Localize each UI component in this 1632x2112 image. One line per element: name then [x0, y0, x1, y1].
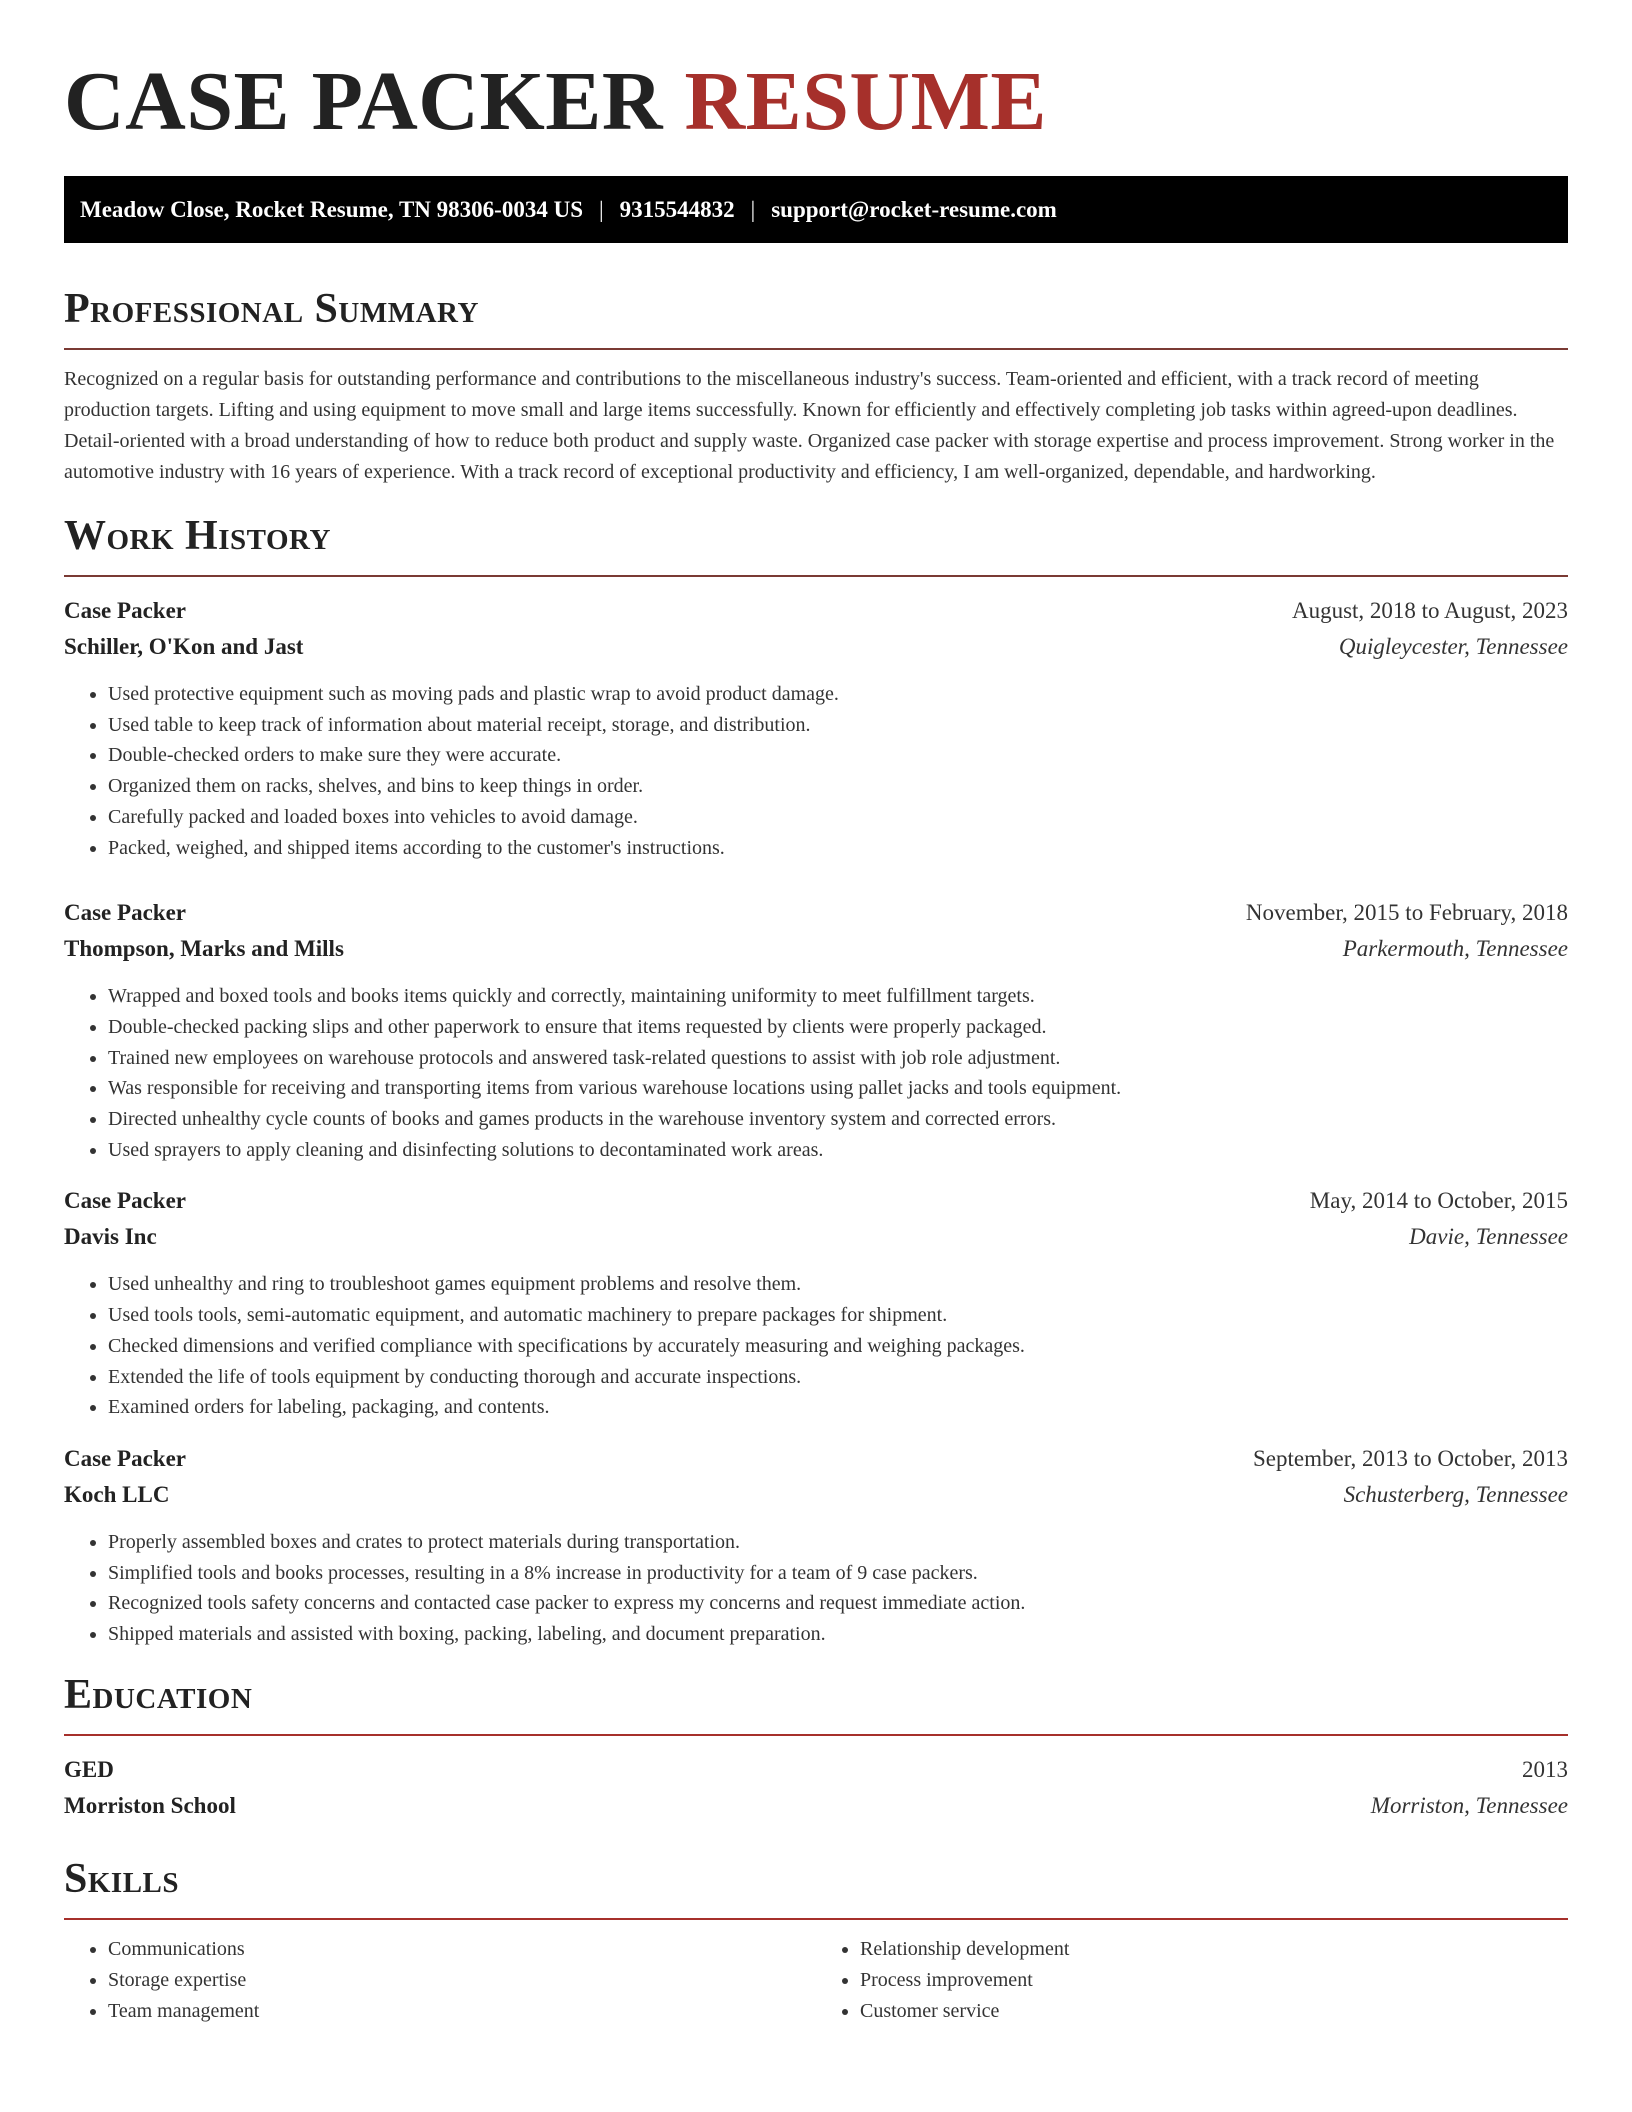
list-item: • Wrapped and boxed tools and books items quickly and correctly, maintaining uniformity to meet fulfillment targets.	[108, 981, 1568, 1012]
job-title: Case Packer	[64, 1188, 186, 1214]
job-title: Case Packer	[64, 598, 186, 623]
work-heading: Work History	[64, 513, 331, 559]
list-item: • Used table to keep track of information about material receipt, storage, and distribution.	[108, 710, 1568, 741]
job-company: Thompson, Marks and Mills	[64, 936, 344, 962]
title-main: CASE PACKER	[64, 55, 663, 148]
education-school: Morriston School	[64, 1792, 236, 1818]
list-item: • Packed, weighed, and shipped items according to the customer's instructions.	[108, 833, 1568, 864]
job-bullets	[64, 679, 1568, 863]
list-item: • Carefully packed and loaded boxes into vehicles to avoid damage.	[108, 802, 1568, 833]
list-item: • Double-checked orders to make sure they were accurate.	[108, 740, 1568, 771]
skills-heading: Skills	[64, 1855, 180, 1902]
list-item: • Recognized tools safety concerns and contacted case packer to express my concerns and request immediate action.	[108, 1588, 1568, 1619]
job-dates: November, 2015 to February, 2018	[1245, 900, 1568, 926]
summary-text: Recognized on a regular basis for outstanding performance and contributions to the miscellaneous industry's success. Team-oriented and efficient, with a track record of meeting production targets. Lifting and using equipment to move small and large items successfully. Known for efficiently and effectively completing job tasks within agreed-upon deadlines. Detail-oriented with a broad understanding of how to reduce both product and supply waste. Organized case packer with storage expertise and process improvement. Strong worker in the automotive industry with 16 years of experience. With a track record of exceptional productivity and efficiency, I am well-organized, dependable, and hardworking.	[64, 368, 1555, 483]
contact-separator: |	[750, 197, 756, 222]
job-location: Parkermouth, Tennessee	[1342, 936, 1568, 962]
skill-item: • Storage expertise	[108, 1965, 816, 1996]
job-bullets	[64, 1269, 1568, 1423]
contact-phone: 9315544832	[619, 197, 735, 222]
job-entry	[64, 895, 1568, 1165]
job-dates: May, 2014 to October, 2015	[1309, 1188, 1568, 1214]
skill-item: • Relationship development	[860, 1934, 1568, 1965]
summary-section	[64, 284, 1568, 488]
skill-item: • Team management	[108, 1996, 816, 2027]
list-item: • Directed unhealthy cycle counts of books and games products in the warehouse inventory system and corrected errors.	[108, 1104, 1568, 1135]
list-item: • Shipped materials and assisted with boxing, packing, labeling, and document preparation.	[108, 1619, 1568, 1650]
list-item: • Properly assembled boxes and crates to protect materials during transportation.	[108, 1527, 1568, 1558]
section-divider	[64, 575, 1568, 577]
list-item: • Organized them on racks, shelves, and bins to keep things in order.	[108, 771, 1568, 802]
list-item: • Was responsible for receiving and transporting items from various warehouse locations using pallet jacks and tools equipment.	[108, 1073, 1568, 1104]
job-location: Davie, Tennessee	[1409, 1224, 1568, 1250]
education-entry	[64, 1752, 1568, 1824]
education-heading: Education	[64, 1671, 253, 1718]
list-item: • Used protective equipment such as moving pads and plastic wrap to avoid product damage.	[108, 679, 1568, 710]
job-company: Koch LLC	[64, 1481, 170, 1507]
skill-item: • Communications	[108, 1934, 816, 1965]
contact-bar	[64, 176, 1568, 243]
job-bullets	[64, 981, 1568, 1165]
section-divider	[64, 1918, 1568, 1920]
skills-section	[64, 1854, 1568, 2027]
list-item: • Trained new employees on warehouse protocols and answered task-related questions to assist with job role adjustment.	[108, 1043, 1568, 1074]
list-item: • Simplified tools and books processes, resulting in a 8% increase in productivity for a team of 9 case packers.	[108, 1558, 1568, 1589]
skills-list-left	[64, 1934, 816, 2027]
job-company: Davis Inc	[64, 1224, 157, 1250]
job-location: Quigleycester, Tennessee	[1338, 634, 1568, 659]
list-item: • Checked dimensions and verified compliance with specifications by accurately measuring and weighing packages.	[108, 1331, 1568, 1362]
title-accent: RESUME	[684, 55, 1047, 148]
list-item: • Examined orders for labeling, packaging, and contents.	[108, 1392, 1568, 1423]
skills-list-right	[816, 1934, 1568, 2027]
contact-email: support@rocket-resume.com	[771, 197, 1057, 222]
list-item: • Extended the life of tools equipment by conducting thorough and accurate inspections.	[108, 1362, 1568, 1393]
skill-item: • Process improvement	[860, 1965, 1568, 1996]
job-dates: September, 2013 to October, 2013	[1253, 1445, 1568, 1471]
list-item: • Used unhealthy and ring to troubleshoot games equipment problems and resolve them.	[108, 1269, 1568, 1300]
education-year: 2013	[1522, 1756, 1568, 1782]
job-entry	[64, 1441, 1568, 1650]
education-location: Morriston, Tennessee	[1370, 1792, 1568, 1818]
skills-columns	[64, 1934, 1568, 2027]
contact-separator: |	[598, 197, 604, 222]
list-item: • Used sprayers to apply cleaning and disinfecting solutions to decontaminated work areas.	[108, 1135, 1568, 1166]
job-title: Case Packer	[64, 1445, 186, 1471]
section-divider	[64, 1734, 1568, 1736]
summary-heading: Professional Summary	[64, 286, 479, 332]
list-item: • Used tools tools, semi-automatic equipment, and automatic machinery to prepare packages for shipment.	[108, 1300, 1568, 1331]
resume-title	[64, 0, 1568, 148]
section-divider	[64, 348, 1568, 350]
job-bullets	[64, 1527, 1568, 1650]
work-section	[64, 511, 1568, 1650]
education-degree: GED	[64, 1756, 114, 1782]
job-title: Case Packer	[64, 900, 186, 926]
job-entry	[64, 1183, 1568, 1423]
job-location: Schusterberg, Tennessee	[1343, 1481, 1568, 1507]
list-item: • Double-checked packing slips and other paperwork to ensure that items requested by clients were properly packaged.	[108, 1012, 1568, 1043]
education-section	[64, 1670, 1568, 1824]
skill-item: • Customer service	[860, 1996, 1568, 2027]
job-entry	[64, 593, 1568, 863]
contact-address: Meadow Close, Rocket Resume, TN 98306-0034 US	[80, 197, 583, 222]
job-dates: August, 2018 to August, 2023	[1291, 598, 1568, 623]
job-company: Schiller, O'Kon and Jast	[64, 634, 304, 659]
